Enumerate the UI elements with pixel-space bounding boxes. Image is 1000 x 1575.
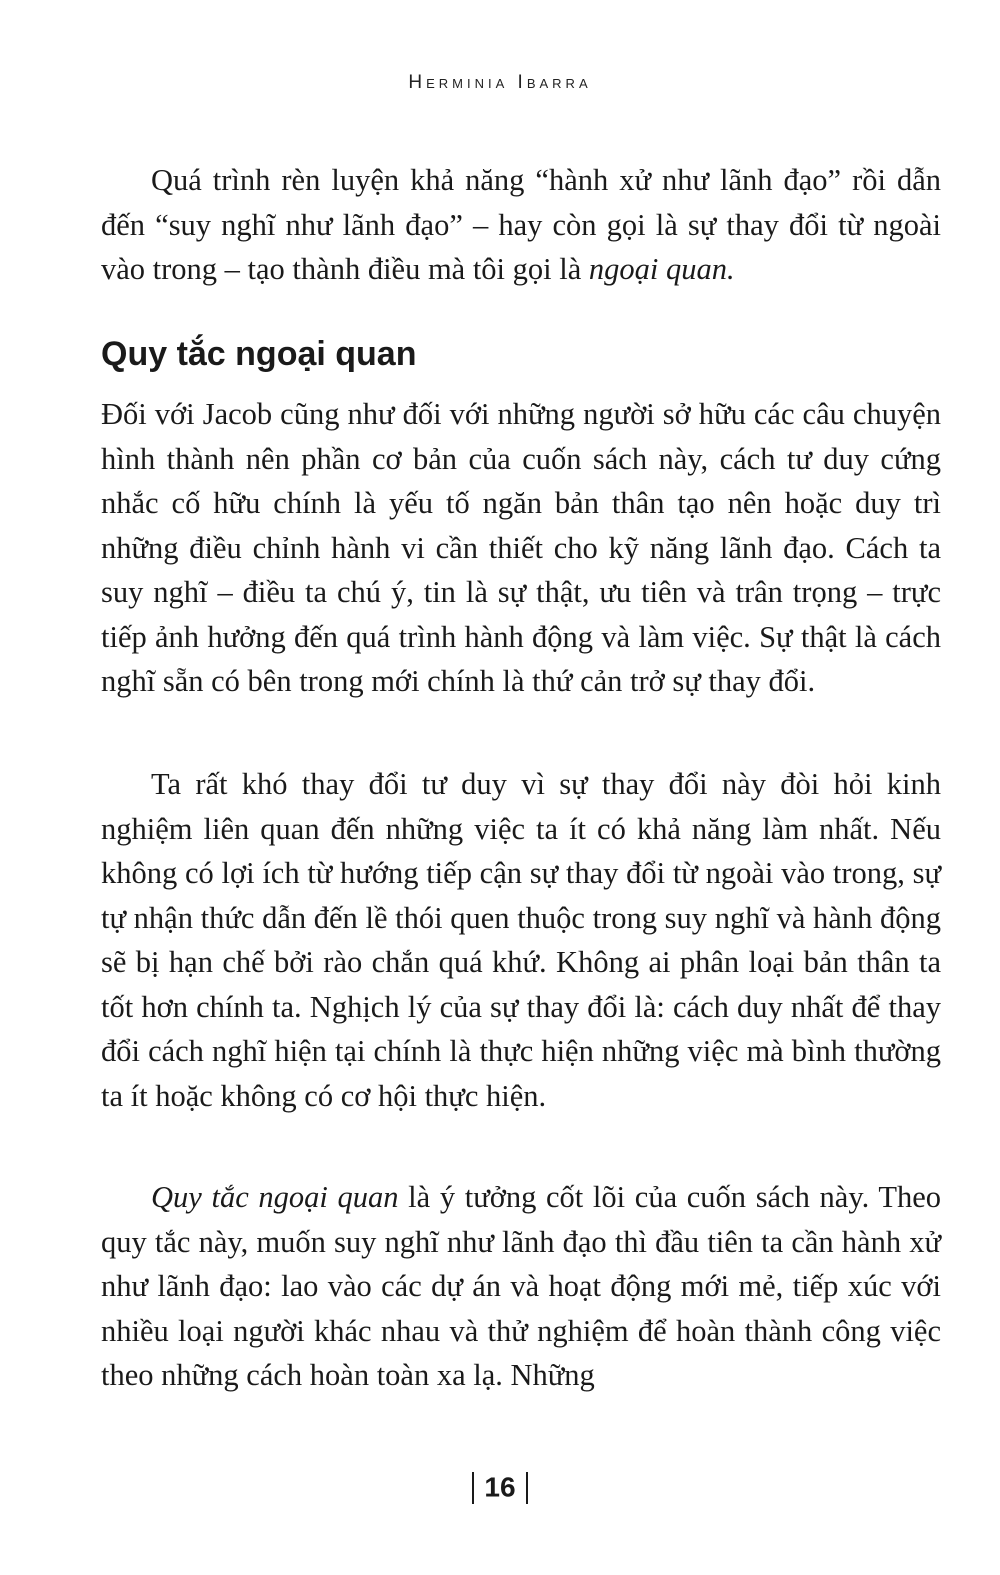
folio-bar-right — [526, 1472, 528, 1504]
folio-bar-left — [472, 1472, 474, 1504]
paragraph-1-text: Đối với Jacob cũng như đối với những người sở hữu các câu chuyện hình thành nên phần cơ bản của cuốn sách này, cách tư duy cứng nhắc cố hữu chính là yếu tố ngăn bản thân tạo nên hoặc duy trì những điều chỉnh hành vi cần thiết cho kỹ năng lãnh đạo. Cách ta suy nghĩ – điều ta chú ý, tin là sự thật, ưu tiên và trân trọng – trực tiếp ảnh hưởng đến quá trình hành động và làm việc. Sự thật là cách nghĩ sẵn có bên trong mới chính là thứ cản trở sự thay đổi. — [101, 397, 941, 698]
intro-paragraph — [101, 158, 941, 292]
paragraph-3-body: là ý tưởng cốt lõi của cuốn sách này. Theo quy tắc này, muốn suy nghĩ như lãnh đạo thì đầu tiên ta cần hành xử như lãnh đạo: lao vào các dự án và hoạt động mới mẻ, tiếp xúc với nhiều loại người khác nhau và thử nghiệm để hoàn thành công việc theo những cách hoàn toàn xa lạ. Những — [101, 1180, 941, 1392]
page-number-value: 16 — [484, 1471, 516, 1503]
intro-text — [101, 158, 941, 292]
paragraph-3-text — [101, 1175, 941, 1398]
page-number — [0, 1466, 1000, 1508]
paragraph-2-text: Ta rất khó thay đổi tư duy vì sự thay đổi này đòi hỏi kinh nghiệm liên quan đến những việc ta ít có khả năng làm nhất. Nếu không có lợi ích từ hướng tiếp cận sự thay đổi từ ngoài vào trong, sự tự nhận thức dẫn đến lề thói quen thuộc trong suy nghĩ và hành động sẽ bị hạn chế bởi rào chắn quá khứ. Không ai phân loại bản thân ta tốt hơn chính ta. Nghịch lý của sự thay đổi là: cách duy nhất để thay đổi cách nghĩ hiện tại chính là thực hiện những việc mà bình thường ta ít hoặc không có cơ hội thực hiện. — [101, 767, 941, 1113]
paragraph-3 — [101, 1175, 941, 1398]
intro-text-main: Quá trình rèn luyện khả năng “hành xử như lãnh đạo” rồi dẫn đến “suy nghĩ như lãnh đạo” – hay còn gọi là sự thay đổi từ ngoài vào trong – tạo thành điều mà tôi gọi là — [101, 163, 941, 286]
paragraph-3-emphasis: Quy tắc ngoại quan — [151, 1180, 399, 1214]
section-heading: Quy tắc ngoại quan — [101, 335, 417, 373]
running-head-author: Herminia Ibarra — [408, 72, 592, 93]
paragraph-2 — [101, 762, 941, 1118]
paragraph-1 — [101, 392, 941, 704]
intro-emphasis: ngoại quan. — [588, 252, 735, 286]
